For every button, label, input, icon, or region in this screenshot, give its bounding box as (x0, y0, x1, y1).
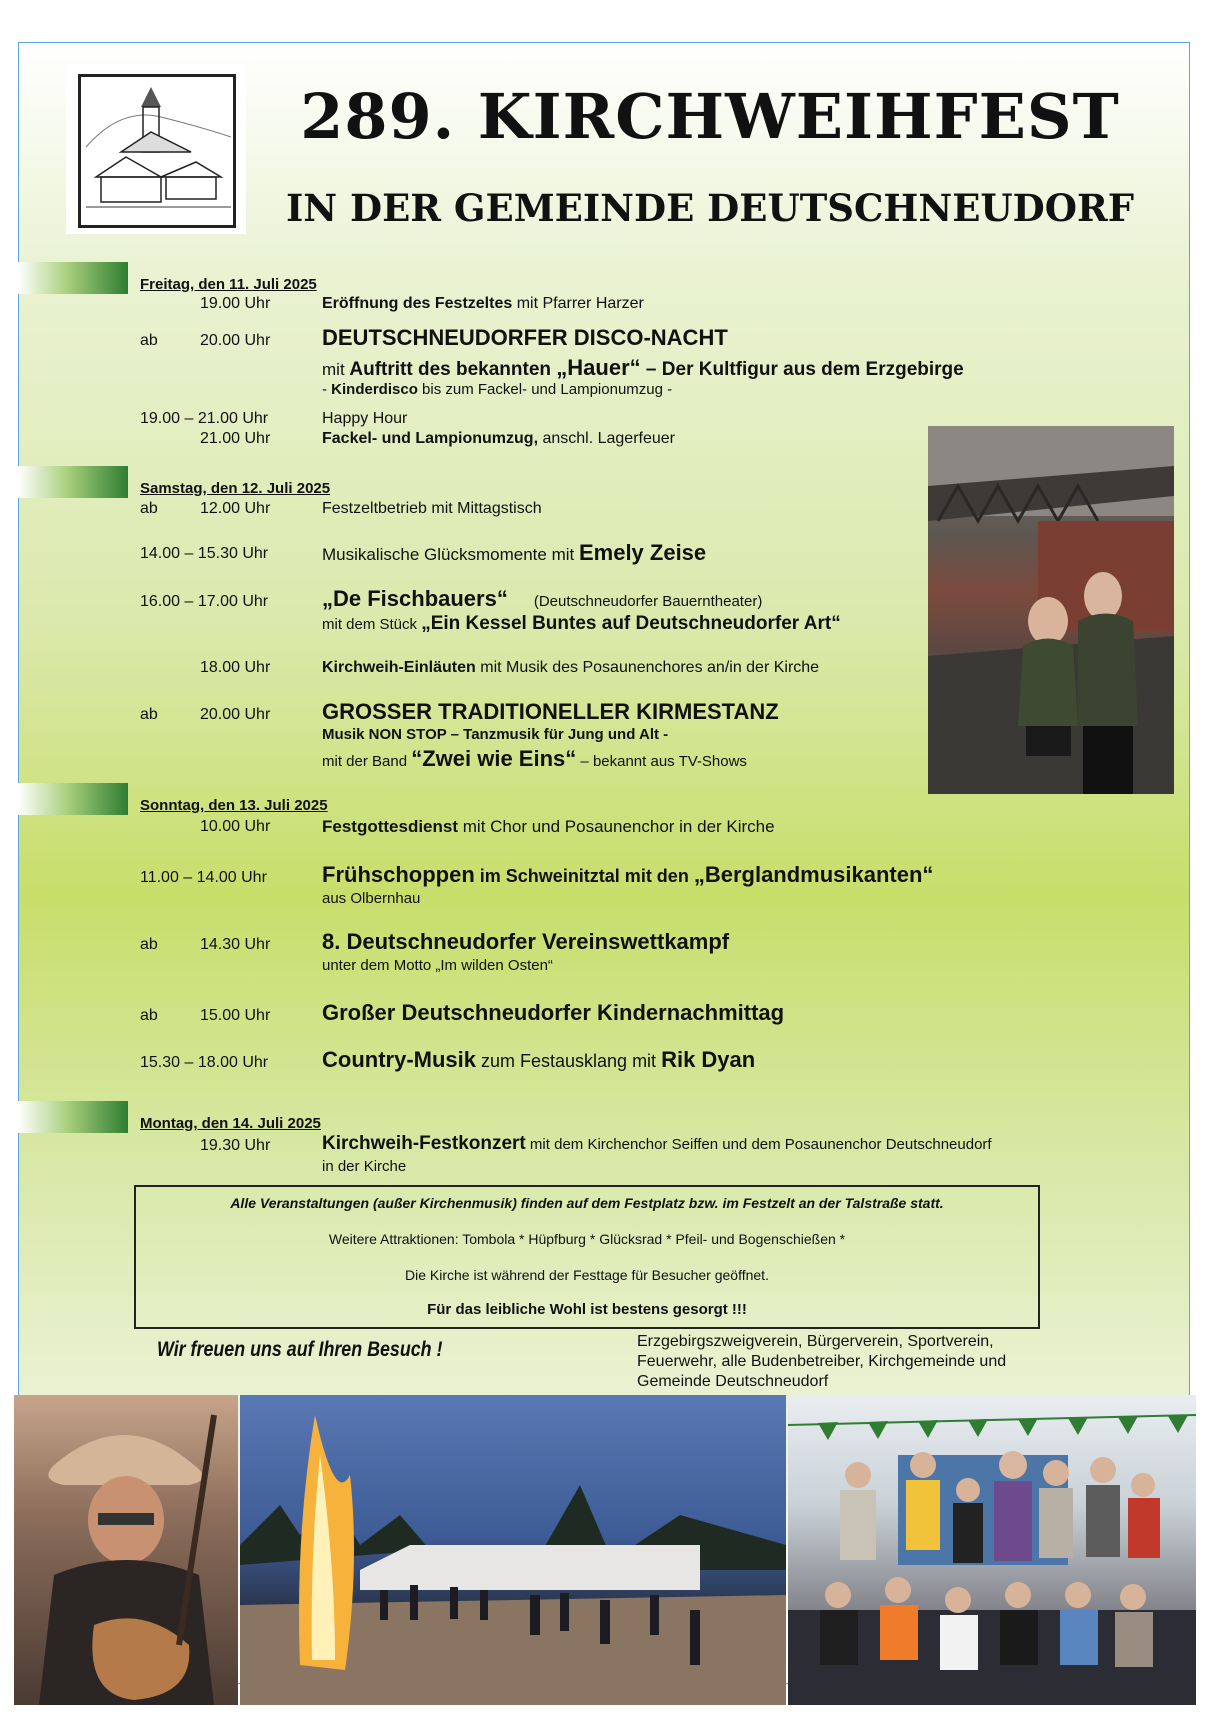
event-title: GROSSER TRADITIONELLER KIRMESTANZ (322, 699, 779, 724)
church-logo (66, 64, 246, 234)
event-time: 19.30 Uhr (200, 1137, 271, 1154)
info-line: Für das leibliche Wohl ist bestens gesorgt !!! (427, 1301, 747, 1318)
event-text: mit Auftritt des bekannten „Hauer“ – Der Kultfigur aus dem Erzgebirge (322, 355, 964, 380)
photo-bonfire (240, 1395, 786, 1705)
event-text: Kirchweih-Einläuten mit Musik des Posaunenchores an/in der Kirche (322, 659, 820, 676)
event-title: Frühschoppen im Schweinitztal mit den „Berglandmusikanten“ (322, 862, 934, 887)
page-title: 289. KIRCHWEIHFEST (300, 80, 1120, 153)
event-title: „De Fischbauers“ (Deutschneudorfer Bauerntheater) (322, 586, 763, 611)
event-title: DEUTSCHNEUDORFER DISCO-NACHT (322, 325, 728, 350)
event-time: 14.00 – 15.30 Uhr (140, 545, 269, 562)
event-time: 19.00 Uhr (200, 295, 271, 312)
event-time: 15.30 – 18.00 Uhr (140, 1054, 269, 1071)
event-title: Großer Deutschneudorfer Kindernachmittag (322, 1000, 785, 1025)
event-ab: ab (140, 936, 158, 953)
event-text: Eröffnung des Festzeltes mit Pfarrer Harzer (322, 295, 644, 312)
page-subtitle: IN DER GEMEINDE DEUTSCHNEUDORF (285, 186, 1135, 230)
section-bar-sunday (18, 783, 128, 815)
photo-rik-dyan (14, 1395, 238, 1705)
event-time: 20.00 Uhr (200, 706, 271, 723)
event-time: 19.00 – 21.00 Uhr (140, 410, 269, 427)
event-text: Fackel- und Lampionumzug, anschl. Lagerfeuer (322, 430, 675, 447)
event-time: 12.00 Uhr (200, 500, 271, 517)
event-text: Musikalische Glücksmomente mit Emely Zeise (322, 540, 707, 565)
event-ab: ab (140, 1007, 158, 1024)
event-ab: ab (140, 332, 158, 349)
day-heading-saturday: Samstag, den 12. Juli 2025 (140, 480, 331, 497)
event-text: Festgottesdienst mit Chor und Posaunenchor in der Kirche (322, 817, 775, 836)
event-text: Kirchweih-Festkonzert mit dem Kirchenchor Seiffen und dem Posaunenchor Deutschneudorf (322, 1133, 992, 1154)
event-ab: ab (140, 706, 158, 723)
event-text: Happy Hour (322, 410, 408, 427)
event-time: 21.00 Uhr (200, 430, 271, 447)
info-line: Die Kirche ist während der Festtage für Besucher geöffnet. (405, 1267, 769, 1283)
event-text: mit dem Stück „Ein Kessel Buntes auf Deutschneudorfer Art“ (322, 613, 841, 634)
info-line: Alle Veranstaltungen (außer Kirchenmusik) finden auf dem Festplatz bzw. im Festzelt an der Talstraße statt. (230, 1195, 944, 1211)
event-title: 8. Deutschneudorfer Vereinswettkampf (322, 929, 730, 954)
day-heading-monday: Montag, den 14. Juli 2025 (140, 1115, 321, 1132)
event-time: 18.00 Uhr (200, 659, 271, 676)
photo-band-zwei-wie-eins (928, 426, 1174, 794)
event-text: Musik NON STOP – Tanzmusik für Jung und Alt - (322, 726, 669, 743)
section-bar-friday (18, 262, 128, 294)
event-time: 11.00 – 14.00 Uhr (140, 869, 267, 886)
event-time: 14.30 Uhr (200, 936, 271, 953)
event-title: Country-Musik zum Festausklang mit Rik Dyan (322, 1047, 756, 1072)
church-sketch-icon (78, 74, 236, 228)
section-bar-monday (18, 1101, 128, 1133)
event-text: mit der Band “Zwei wie Eins“ – bekannt aus TV-Shows (322, 746, 747, 771)
event-time: 20.00 Uhr (200, 332, 271, 349)
event-time: 10.00 Uhr (200, 818, 271, 835)
section-bar-saturday (18, 466, 128, 498)
organizers-text: Erzgebirgszweigverein, Bürgerverein, Sportverein, Feuerwehr, alle Budenbetreiber, Kirchgemeinde und Gemeinde Deutschneudorf (637, 1333, 1007, 1390)
welcome-text: Wir freuen uns auf Ihren Besuch ! (157, 1338, 443, 1361)
photo-group-vereine (788, 1395, 1196, 1705)
info-box (134, 1185, 1040, 1329)
event-text: aus Olbernhau (322, 890, 421, 907)
day-heading-sunday: Sonntag, den 13. Juli 2025 (140, 797, 328, 814)
event-ab: ab (140, 500, 158, 517)
event-time: 16.00 – 17.00 Uhr (140, 593, 269, 610)
day-heading-friday: Freitag, den 11. Juli 2025 (140, 276, 317, 293)
event-text: Festzeltbetrieb mit Mittagstisch (322, 500, 542, 517)
event-time: 15.00 Uhr (200, 1007, 271, 1024)
event-text: - Kinderdisco bis zum Fackel- und Lampionumzug - (322, 381, 673, 398)
event-text: in der Kirche (322, 1158, 407, 1175)
info-line: Weitere Attraktionen: Tombola * Hüpfburg * Glücksrad * Pfeil- und Bogenschießen * (328, 1231, 846, 1247)
event-text: unter dem Motto „Im wilden Osten“ (322, 957, 553, 974)
